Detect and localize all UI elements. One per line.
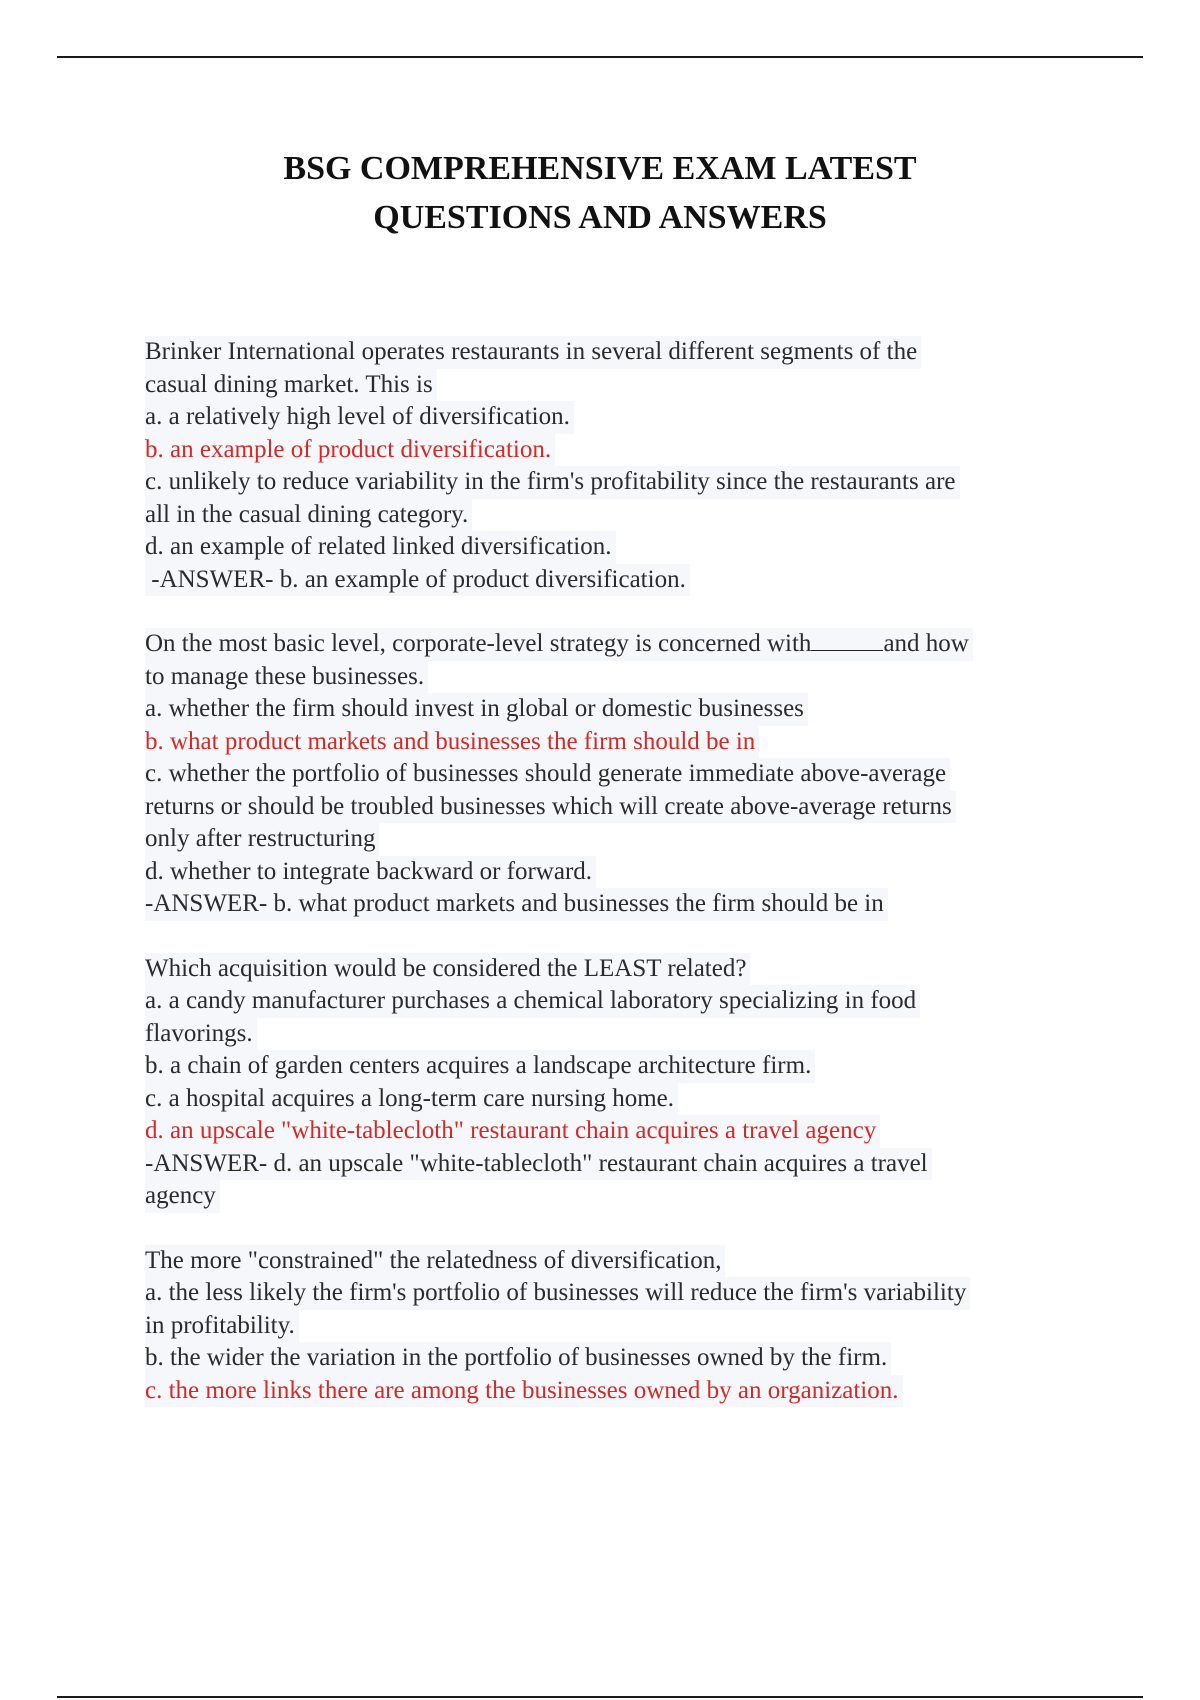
option-b-correct: b. what product markets and businesses the firm should be in	[145, 726, 759, 759]
answer-line: -ANSWER- b. what product markets and businesses the firm should be in	[145, 888, 888, 921]
option-a: a. a candy manufacturer purchases a chemical laboratory specializing in food	[145, 985, 920, 1018]
option-a: a. whether the firm should invest in global or domestic businesses	[145, 693, 808, 726]
option-c-cont: only after restructuring	[145, 823, 379, 856]
option-c: c. unlikely to reduce variability in the firm's profitability since the restaurants are	[145, 466, 960, 499]
option-d: d. whether to integrate backward or forward.	[145, 856, 596, 889]
option-d-correct: d. an upscale "white-tablecloth" restaurant chain acquires a travel agency	[145, 1115, 880, 1148]
document-title	[0, 144, 1200, 242]
question-stem-line: The more "constrained" the relatedness of diversification,	[145, 1245, 725, 1278]
option-a-cont: in profitability.	[145, 1310, 299, 1343]
option-b: b. a chain of garden centers acquires a landscape architecture firm.	[145, 1050, 815, 1083]
option-a: a. the less likely the firm's portfolio of businesses will reduce the firm's variability	[145, 1277, 970, 1310]
question-4	[145, 1245, 1085, 1408]
fill-in-blank	[811, 628, 883, 651]
title-line-1: BSG COMPREHENSIVE EXAM LATEST	[283, 150, 917, 187]
stem-after-blank: and how	[883, 630, 969, 657]
option-c-cont: returns or should be troubled businesses which will create above-average returns	[145, 791, 956, 824]
question-stem-line: Which acquisition would be considered the LEAST related?	[145, 953, 750, 986]
top-rule	[57, 56, 1143, 58]
option-c-correct: c. the more links there are among the businesses owned by an organization.	[145, 1375, 903, 1408]
question-stem-line: Brinker International operates restaurants in several different segments of the	[145, 336, 921, 369]
option-c: c. a hospital acquires a long-term care nursing home.	[145, 1083, 678, 1116]
option-a: a. a relatively high level of diversification.	[145, 401, 574, 434]
question-stem-line: to manage these businesses.	[145, 661, 428, 694]
answer-line: -ANSWER- d. an upscale "white-tablecloth" restaurant chain acquires a travel	[145, 1148, 932, 1181]
title-line-2: QUESTIONS AND ANSWERS	[373, 199, 827, 236]
question-stem-line: casual dining market. This is	[145, 369, 437, 402]
question-3	[145, 953, 1085, 1213]
option-b-correct: b. an example of product diversification.	[145, 434, 555, 467]
option-c: c. whether the portfolio of businesses should generate immediate above-average	[145, 758, 950, 791]
stem-before-blank: On the most basic level, corporate-level strategy is concerned with	[145, 630, 812, 657]
option-d: d. an example of related linked diversification.	[145, 531, 616, 564]
answer-line-cont: agency	[145, 1180, 220, 1213]
option-a-cont: flavorings.	[145, 1018, 257, 1051]
option-b: b. the wider the variation in the portfolio of businesses owned by the firm.	[145, 1342, 891, 1375]
question-2	[145, 628, 1085, 921]
bottom-rule	[57, 1696, 1143, 1698]
question-1	[145, 336, 1085, 596]
questions-list	[145, 336, 1085, 1439]
answer-line: -ANSWER- b. an example of product diversification.	[145, 564, 690, 597]
question-stem-line	[145, 628, 973, 661]
option-c-cont: all in the casual dining category.	[145, 499, 472, 532]
